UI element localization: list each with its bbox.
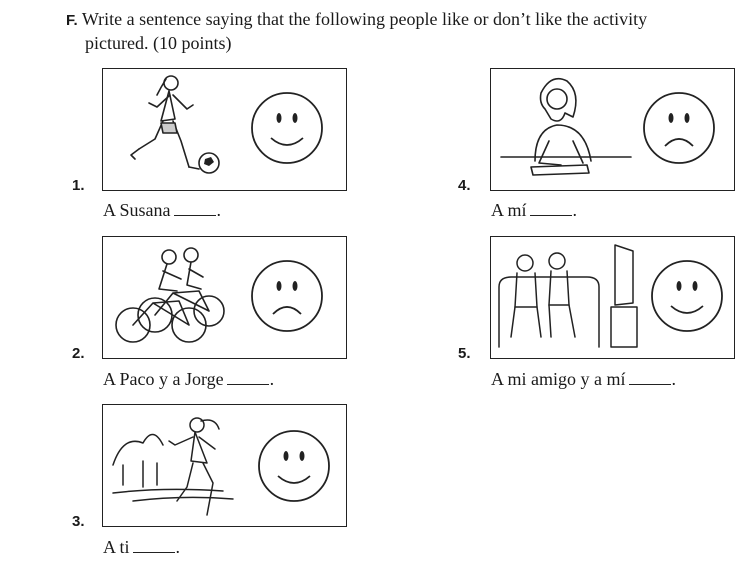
- section-letter: F.: [66, 12, 78, 29]
- item-4-answer-blank[interactable]: [530, 201, 572, 216]
- item-5-prompt: A mi amigo y a mí: [491, 369, 626, 389]
- item-1-prompt: A Susana: [103, 200, 171, 220]
- instruction-line-1: Write a sentence saying that the following people like or don’t like the activity: [81, 9, 648, 29]
- instruction-line-2: pictured. (10 points): [85, 33, 232, 53]
- item-2-number: 2.: [72, 345, 85, 362]
- item-4-frowning-face-icon: [641, 90, 717, 166]
- instructions: [66, 8, 736, 54]
- item-2-sentence: A Paco y a Jorge .: [103, 369, 275, 389]
- item-3-number: 3.: [72, 513, 85, 530]
- item-1-answer-blank[interactable]: [174, 201, 216, 216]
- item-4-number: 4.: [458, 177, 471, 194]
- item-2-prompt: A Paco y a Jorge: [103, 369, 224, 389]
- item-3-sentence: A ti .: [103, 537, 181, 557]
- item-1-number: 1.: [72, 177, 85, 194]
- item-3-smiley-face-icon: [256, 428, 332, 504]
- item-5-smiley-face-icon: [649, 258, 725, 334]
- item-2-frowning-face-icon: [249, 258, 325, 334]
- item-4-prompt: A mí: [491, 200, 527, 220]
- item-5-number: 5.: [458, 345, 471, 362]
- item-5-answer-blank[interactable]: [629, 370, 671, 385]
- item-5-sentence: A mi amigo y a mí .: [491, 369, 676, 389]
- item-3-prompt: A ti: [103, 537, 130, 557]
- item-3-answer-blank[interactable]: [133, 538, 175, 553]
- item-2-answer-blank[interactable]: [227, 370, 269, 385]
- item-1-sentence: A Susana .: [103, 200, 221, 220]
- item-1-smiley-face-icon: [249, 90, 325, 166]
- item-4-sentence: A mí .: [491, 200, 578, 220]
